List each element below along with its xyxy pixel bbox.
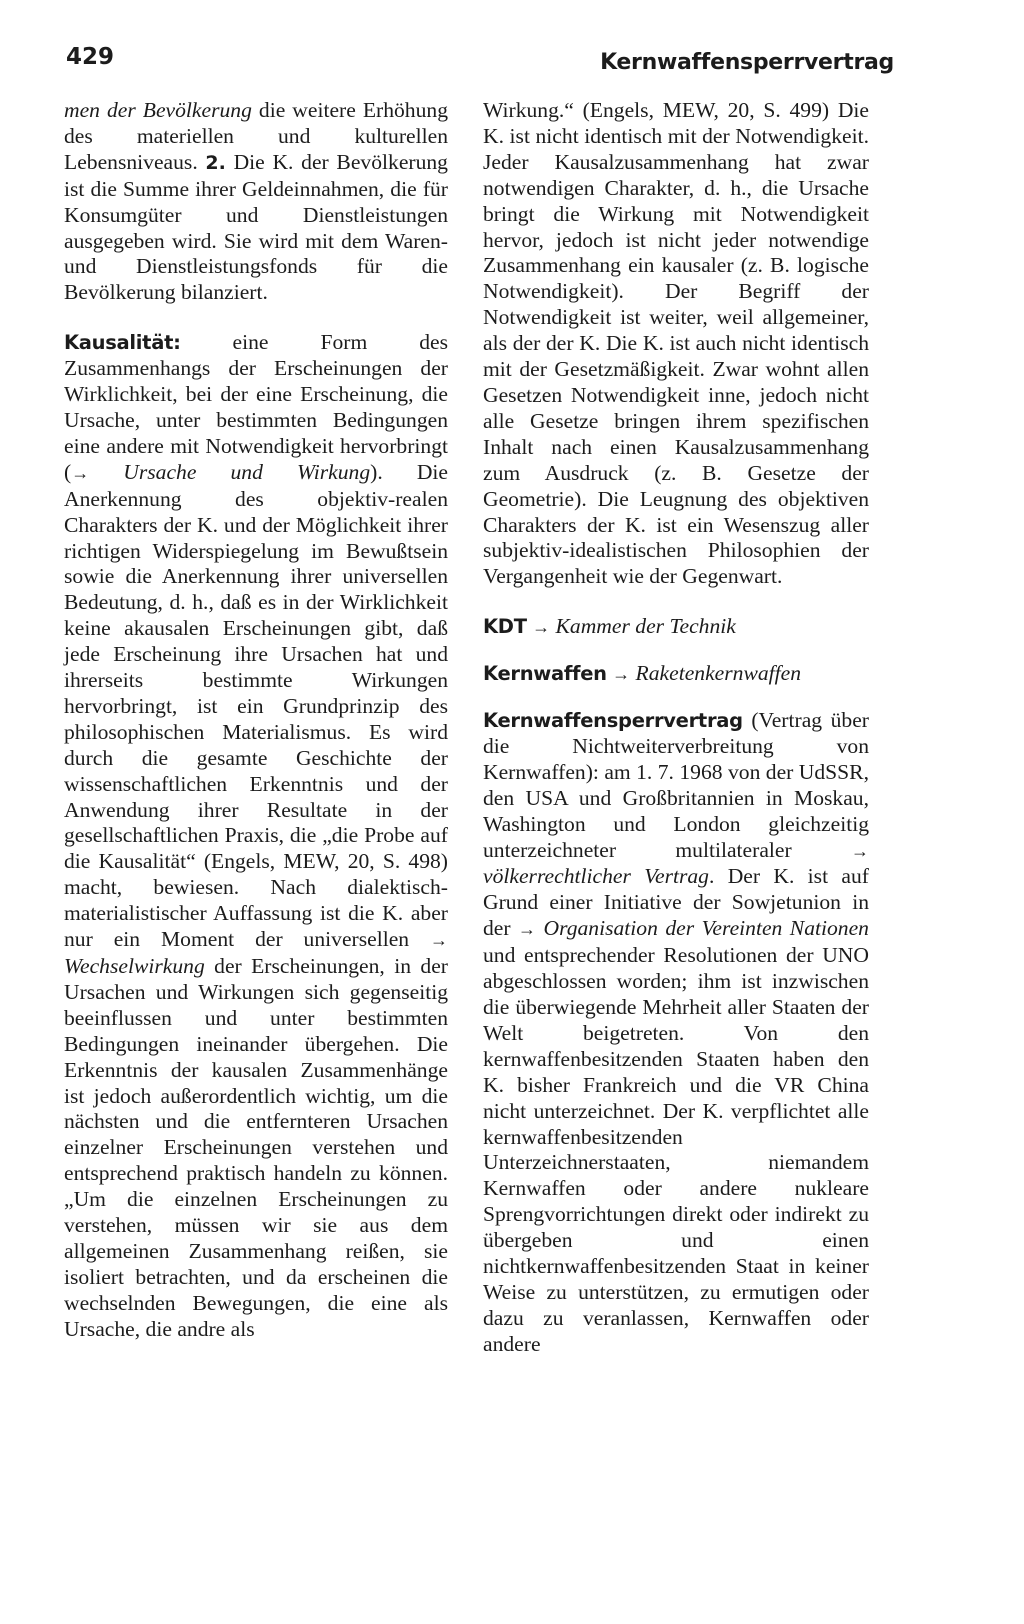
running-head: Kernwaffensperrvertrag xyxy=(600,50,894,75)
italic-term: men der Bevölkerung xyxy=(64,98,252,122)
cross-reference-arrow-icon: → xyxy=(851,840,869,861)
entry-kernwaffen xyxy=(483,661,869,688)
cross-reference-arrow-icon: → xyxy=(518,919,537,940)
enumeration-number: 2. xyxy=(205,151,226,174)
cross-reference-arrow-icon: → xyxy=(612,664,631,685)
entry-term-kernwaffen: Kernwaffen xyxy=(483,662,607,686)
entry-kdt xyxy=(483,614,869,641)
cross-reference-arrow-icon: → xyxy=(532,617,551,638)
cross-reference-kammer-der-technik[interactable]: Kammer der Technik xyxy=(550,614,736,639)
cross-reference-raketenkernwaffen[interactable]: Raketenkernwaffen xyxy=(630,661,802,686)
page-number: 429 xyxy=(66,44,115,70)
left-column xyxy=(64,98,448,1343)
entry-term-kernwaffensperrvertrag: Kernwaffensperrvertrag xyxy=(483,709,743,733)
cross-reference-organisation-der-vereinten-nationen[interactable]: Organisation der Vereinten Nationen xyxy=(536,916,869,941)
cross-reference-arrow-icon: → xyxy=(71,462,90,483)
cross-reference-wechselwirkung[interactable]: Wechselwirkung xyxy=(64,954,205,978)
entry-kausalitaet-continued: Wirkung.“ (Engels, MEW, 20, S. 499) Die K. ist nicht identisch mit der Notwendigkeit. Jeder Kausalzusammenhang hat zwar notwendigen Charakter, d. h., die Ursache bringt die Wirkung mit Notwendigkeit hervor, jedoch ist nicht jeder notwendige Zusammenhang ein kausaler (z. B. logische Notwendigkeit). Der Begriff der Notwendigkeit ist weiter, weil allgemeiner, als der der K. Die K. ist auch nicht identisch mit der Gesetzmäßigkeit. Zwar wohnt allen Gesetzen Notwendigkeit inne, jedoch nicht alle Gesetze bringen ihrem spezifischen Inhalt nach einen Kausalzusammenhang zum Ausdruck (z. B. Gesetze der Geometrie). Die Leugnung des objektiven Charakters der K. ist ein Wesenszug aller subjektiv-idealistischen Philosophien der Vergangenheit wie der Gegenwart. xyxy=(483,98,869,589)
entry-term-kausalitaet: Kausalität: xyxy=(64,331,181,355)
entry-kernwaffensperrvertrag: Kernwaffensperrvertrag (Vertrag über die Nichtweiterverbreitung von Kernwaffen): am 1. 7. 1968 von der UdSSR, den USA und Großbritannien in Moskau, Washington und London gleichzeitig unterzeichneter multilateraler → völkerrechtlicher Vertrag. Der K. ist auf Grund einer Initiative der Sowjetunion in der → Organisation der Vereinten Nationen und entsprechender Resolutionen der UNO abgeschlossen worden; ihm ist inzwischen die überwiegende Mehrheit aller Staaten der Welt beigetreten. Von den kernwaffenbesitzenden Staaten haben den K. bisher Frankreich und die VR China nicht unterzeichnet. Der K. verpflichtet alle kernwaffenbesitzenden Unterzeichnerstaaten, niemandem Kernwaffen oder andere nukleare Sprengvorrichtungen direkt oder indirekt zu übergeben und einen nichtkernwaffenbesitzenden Staat in keiner Weise zu unterstützen, zu ermutigen oder dazu zu veranlassen, Kernwaffen oder andere xyxy=(483,708,869,1356)
paragraph-konsumtion-end: men der Bevölkerung die weitere Erhöhung des materiellen und kulturellen Lebensniveaus. 2. Die K. der Bevölkerung ist die Summe ihrer Geldeinnahmen, die für Konsumgüter und Dienstleistungen ausgegeben wird. Sie wird mit dem Waren- und Dienstleistungsfonds für die Bevölkerung bilanziert. xyxy=(64,98,448,305)
entry-term-kdt: KDT xyxy=(483,615,527,639)
cross-reference-ursache-und-wirkung[interactable]: Ursache und Wirkung xyxy=(89,459,371,484)
entry-kausalitaet: Kausalität: eine Form des Zusammenhangs der Erscheinungen der Wirklichkeit, bei der eine Erscheinung, die Ursache, unter bestimmten Bedingungen eine andere mit Notwendigkeit hervorbringt (→ Ursache und Wirkung). Die Anerkennung des objektiv-realen Charakters der K. und der Möglichkeit ihrer richtigen Widerspiegelung im Bewußtsein sowie die Anerkennung ihrer universellen Bedeutung, d. h., daß es in der Wirklichkeit keine akausalen Erscheinungen gibt, daß jede Erscheinung ihre Ursachen hat und ihrerseits bestimmte Wirkungen hervorbringt, ist ein Grundprinzip des philosophischen Materialismus. Es wird durch die gesamte Geschichte der wissenschaftlichen Erkenntnis und der Anwendung ihrer Resultate in der gesellschaftlichen Praxis, die „die Probe auf die Kausalität“ (Engels, MEW, 20, S. 498) macht, bewiesen. Nach dialektisch-materialistischer Auffassung ist die K. aber nur ein Moment der universellen → Wechselwirkung der Erscheinungen, in der Ursachen und Wirkungen sich gegenseitig beeinflussen und unter bestimmten Bedingungen ineinander übergehen. Die Erkenntnis der kausalen Zusammenhänge ist jedoch außerordentlich wichtig, um die nächsten und die entfernteren Ursachen einzelner Erscheinungen verstehen und entsprechend praktisch handeln zu können. „Um die einzelnen Erscheinungen zu verstehen, müssen wir sie aus dem allgemeinen Zusammenhang reißen, sie isoliert betrachten, und da erscheinen die wechselnden Bewegungen, die eine als Ursache, die andre als xyxy=(64,330,448,1341)
cross-reference-arrow-icon: → xyxy=(430,930,448,951)
cross-reference-voelkerrechtlicher-vertrag[interactable]: völkerrechtlicher Vertrag xyxy=(483,864,709,889)
right-column xyxy=(483,98,869,1358)
